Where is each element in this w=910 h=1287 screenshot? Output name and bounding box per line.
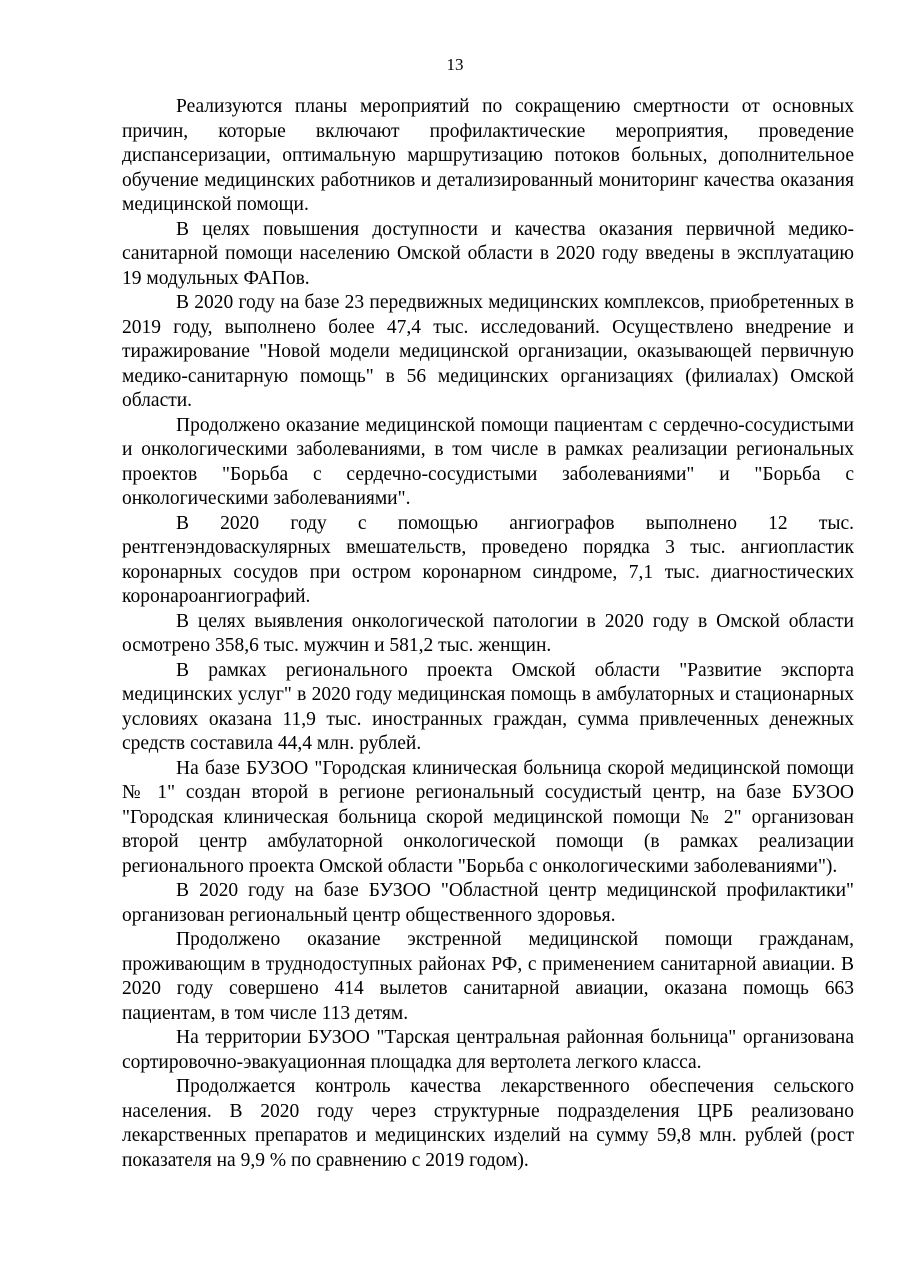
paragraph-helipad: На территории БУЗОО "Тарская центральная районная больница" организована сортировочно-эвакуационная площадка для вертолета легкого класса. (122, 1027, 854, 1073)
paragraph-cardio-oncology: Продолжено оказание медицинской помощи пациентам с сердечно-сосудистыми и онкологическими заболеваниями, в том числе в рамках реализации региональных проектов "Борьба с сердечно-сосудистыми заболеваниями" и "Борьба с онкологическими заболеваниями". (122, 414, 854, 509)
paragraph-public-health-center: В 2020 году на базе БУЗОО "Областной центр медицинской профилактики" организован региональный центр общественного здоровья. (122, 880, 854, 926)
paragraph-modular-fap: В целях повышения доступности и качества оказания первичной медико-санитарной помощи населению Омской области в 2020 году введены в эксплуатацию 19 модульных ФАПов. (122, 218, 854, 289)
paragraph-air-ambulance: Продолжено оказание экстренной медицинской помощи гражданам, проживающим в труднодоступных районах РФ, с применением санитарной авиации. В 2020 году совершено 414 вылетов санитарной авиации, оказана помощь 663 пациентам, в том числе 113 детям. (122, 929, 854, 1024)
paragraph-rural-drug-supply: Продолжается контроль качества лекарственного обеспечения сельского населения. В 2020 году через структурные подразделения ЦРБ реализовано лекарственных препаратов и медицинских изделий на сумму 59,8 млн. рублей (рост показателя на 9,9 % по сравнению с 2019 годом). (122, 1076, 854, 1171)
paragraph-medical-export: В рамках регионального проекта Омской области "Развитие экспорта медицинских услуг" в 2020 году медицинская помощь в амбулаторных и стационарных условиях оказана 11,9 тыс. иностранных граждан, сумма привлеченных денежных средств составила 44,4 млн. рублей. (122, 659, 854, 754)
paragraph-mobile-complexes: В 2020 году на базе 23 передвижных медицинских комплексов, приобретенных в 2019 году, выполнено более 47,4 тыс. исследований. Осуществлено внедрение и тиражирование "Новой модели медицинской организации, оказывающей первичную медико-санитарную помощь" в 56 медицинских организациях (филиалах) Омской области. (122, 292, 854, 411)
paragraph-angiography: В 2020 году с помощью ангиографов выполнено 12 тыс. рентгенэндоваскулярных вмешательств, проведено порядка 3 тыс. ангиопластик коронарных сосудов при остром коронарном синдроме, 7,1 тыс. диагностических коронароангиографий. (122, 512, 854, 607)
paragraph-mortality-reduction: Реализуются планы мероприятий по сокращению смертности от основных причин, которые включают профилактические мероприятия, проведение диспансеризации, оптимальную маршрутизацию потоков больных, дополнительное обучение медицинских работников и детализированный мониторинг качества оказания медицинской помощи. (122, 96, 854, 215)
paragraph-oncology-screening: В целях выявления онкологической патологии в 2020 году в Омской области осмотрено 358,6 тыс. мужчин и 581,2 тыс. женщин. (122, 610, 854, 656)
paragraph-vascular-center: На базе БУЗОО "Городская клиническая больница скорой медицинской помощи № 1" создан второй в регионе региональный сосудистый центр, на базе БУЗОО "Городская клиническая больница скорой медицинской помощи № 2" организован второй центр амбулаторной онкологической помощи (в рамках реализации регионального проекта Омской области "Борьба с онкологическими заболеваниями"). (122, 757, 854, 877)
document-body (122, 95, 854, 1173)
page-number: 13 (446, 55, 464, 74)
